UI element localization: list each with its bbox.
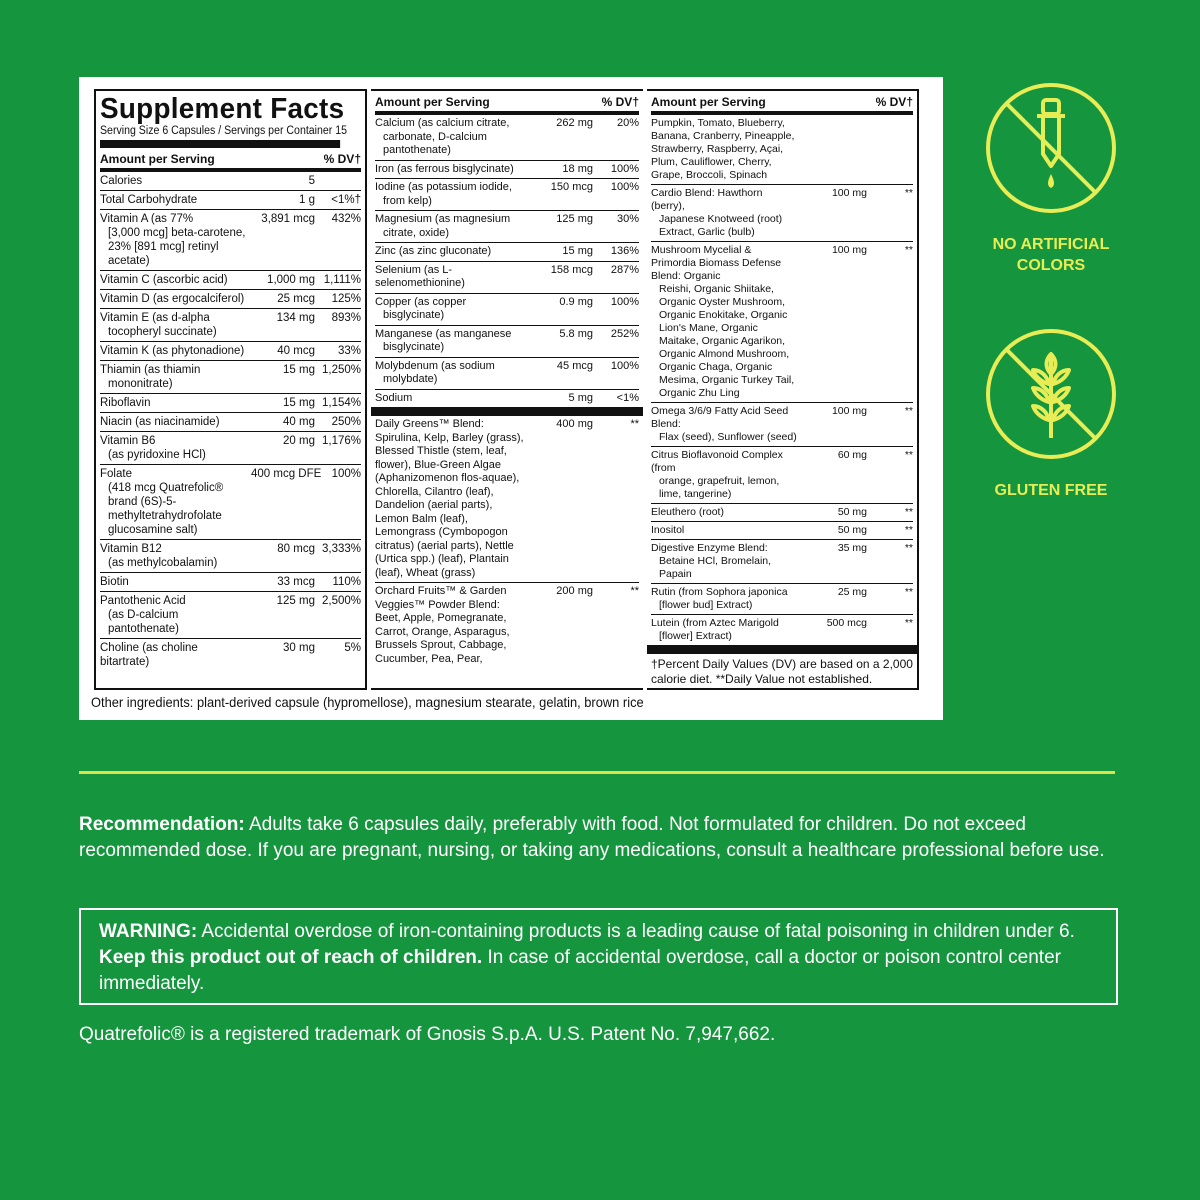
nutrient-amount: 262 mg (556, 117, 593, 129)
nutrient-label: Mushroom Mycelial & Primordia Biomass Defense Blend: Organic (651, 244, 782, 282)
nutrient-label: Vitamin B12 (100, 543, 162, 555)
nutrient-row (100, 271, 361, 290)
section-divider (647, 645, 917, 654)
nutrient-label: Vitamin B6 (100, 435, 156, 447)
nutrient-label: Calcium (as calcium citrate, (375, 117, 510, 129)
nutrient-label: Selenium (as L-selenomethionine) (375, 263, 465, 289)
recommendation-text: Adults take 6 capsules daily, preferably with food. Not formulated for children. Do not exceed recommended dose. If you are pregnant, nursing, or taking any medications, consult a healthcare professional before use. (79, 814, 1105, 861)
nutrient-name (651, 117, 803, 182)
nutrient-amount: 50 mg (837, 524, 867, 536)
nutrient-label: Copper (as copper (375, 295, 467, 308)
nutrient-dv: 33% (337, 345, 361, 357)
nutrient-row (651, 185, 913, 242)
nutrient-row (375, 326, 639, 358)
nutrient-dv: 1,176% (321, 435, 361, 447)
nutrient-detail: orange, grapefruit, lemon, lime, tangerine) (659, 475, 780, 500)
nutrient-amount: 400 mg (556, 418, 593, 430)
nutrient-label: Choline (as choline bitartrate) (100, 642, 198, 668)
header-amount: Amount per Serving (100, 152, 215, 166)
nutrient-list-2 (375, 115, 639, 407)
nutrient-row (100, 309, 361, 342)
nutrient-label: Riboflavin (100, 397, 151, 409)
facts-header (100, 148, 361, 172)
nutrient-name (100, 273, 251, 287)
supplement-facts-panel (79, 77, 943, 720)
nutrient-name (100, 311, 251, 339)
nutrient-label: Omega 3/6/9 Fatty Acid Seed Blend: (651, 405, 789, 430)
nutrient-name (100, 174, 251, 188)
no-dropper-icon (983, 80, 1119, 216)
nutrient-amount: 15 mg (283, 397, 315, 409)
nutrient-detail: carbonate, D-calcium pantothenate) (383, 130, 487, 156)
nutrient-dv (873, 117, 913, 182)
warning-text-end: In case of accidental overdose, call a doctor or poison control center immediately. (99, 947, 1061, 994)
nutrient-row (375, 294, 639, 326)
nutrient-name (100, 594, 251, 636)
nutrient-amount: 15 mg (562, 245, 593, 257)
header-dv: % DV† (323, 152, 361, 166)
nutrient-amount: 40 mg (283, 416, 315, 428)
nutrient-name (375, 245, 529, 259)
nutrient-dv: 110% (332, 576, 361, 588)
nutrient-row (100, 432, 361, 465)
nutrient-dv: ** (904, 524, 913, 536)
nutrient-detail: [flower bud] Extract) (659, 599, 753, 611)
nutrient-row (651, 504, 913, 522)
nutrient-amount: 50 mg (837, 506, 867, 518)
nutrient-label: Calories (100, 175, 143, 187)
nutrient-dv: 100% (610, 181, 639, 193)
nutrient-amount: 5.8 mg (559, 327, 593, 340)
nutrient-amount: 60 mg (837, 449, 867, 461)
nutrient-label: Inositol (651, 524, 685, 536)
nutrient-label: Total Carbohydrate (100, 194, 198, 206)
nutrient-detail: Reishi, Organic Shiitake, Organic Oyster Mushroom, Organic Enokitake, Organic Lion's Mane, Organic Maitake, Organic Agarikon, Organic Almond Mushroom, Organic Chaga, Organic Mesima, Organic Turkey Tail, Organic Zhu Ling (659, 283, 795, 399)
nutrient-name (100, 575, 251, 589)
nutrient-dv: ** (904, 617, 913, 629)
nutrient-name (651, 405, 803, 444)
nutrient-dv: 5% (344, 642, 361, 654)
nutrient-label: Niacin (as niacinamide) (100, 416, 220, 428)
other-ingredients: Other ingredients: plant-derived capsule (hypromellose), magnesium stearate, gelatin, brown rice (91, 694, 644, 710)
nutrient-label: Pantothenic Acid (100, 595, 186, 607)
nutrient-label: Rutin (from Sophora japonica (651, 586, 788, 598)
nutrient-name (100, 434, 251, 462)
divider-line (79, 771, 1115, 774)
facts-column-1 (94, 89, 367, 690)
nutrient-name (651, 187, 803, 239)
nutrient-label: Lutein (from Aztec Marigold (651, 617, 779, 629)
nutrient-amount: 25 mg (837, 586, 867, 598)
nutrient-dv: 3,333% (321, 543, 361, 555)
nutrient-list-3 (651, 115, 913, 645)
nutrient-row (375, 179, 639, 211)
nutrient-amount: 15 mg (283, 364, 315, 376)
nutrient-name (651, 244, 803, 400)
nutrient-dv: ** (904, 506, 913, 518)
nutrient-detail: bisglycinate) (383, 309, 445, 321)
nutrient-row (651, 403, 913, 447)
nutrient-amount: 3,891 mcg (261, 213, 315, 225)
nutrient-name (100, 467, 251, 537)
nutrient-detail: citrate, oxide) (383, 226, 450, 239)
nutrient-amount: 158 mcg (550, 263, 593, 276)
nutrient-row (651, 522, 913, 540)
nutrient-dv: ** (904, 542, 913, 554)
nutrient-name (375, 360, 529, 387)
header-dv: % DV† (875, 95, 913, 109)
badge-label: GLUTEN FREE (994, 482, 1108, 499)
facts-title: Supplement Facts (100, 93, 345, 125)
nutrient-row (100, 465, 361, 540)
nutrient-row (651, 615, 913, 645)
nutrient-detail: Japanese Knotweed (root) Extract, Garlic (bulb) (659, 213, 783, 238)
nutrient-row (100, 191, 361, 210)
nutrient-dv: 100% (331, 468, 361, 480)
nutrient-detail: mononitrate) (108, 378, 173, 390)
nutrient-name (375, 181, 529, 208)
nutrient-detail: (as pyridoxine HCl) (108, 449, 206, 461)
nutrient-name (100, 415, 251, 429)
section-divider (371, 407, 643, 416)
nutrient-amount (803, 117, 873, 182)
nutrient-row (651, 242, 913, 403)
facts-header (651, 91, 913, 115)
nutrient-row (100, 342, 361, 361)
nutrient-label: Citrus Bioflavonoid Complex (from (651, 449, 783, 474)
nutrient-amount: 125 mg (276, 595, 315, 607)
warning-emphasis: Keep this product out of reach of children. (99, 947, 483, 968)
nutrient-row (100, 573, 361, 592)
nutrient-name (375, 392, 529, 406)
nutrient-label: Orchard Fruits™ & Garden Veggies™ Powder Blend: Beet, Apple, Pomegranate, Carrot, Orange, Asparagus, Brussels Sprout, Cabbage, Cucumber, Pea, Pear, (375, 585, 510, 665)
nutrient-amount: 45 mcg (556, 359, 593, 372)
nutrient-name (375, 264, 529, 291)
nutrient-dv: 30% (616, 213, 639, 225)
blend-list (371, 416, 643, 668)
nutrient-dv: 287% (610, 263, 639, 276)
nutrient-label: Digestive Enzyme Blend: (651, 542, 768, 554)
nutrient-label: Zinc (as zinc gluconate) (375, 245, 492, 257)
nutrient-name (100, 212, 251, 268)
nutrient-row (100, 172, 361, 191)
badge-label: NO ARTIFICIAL COLORS (992, 236, 1110, 274)
nutrient-dv: 1,111% (323, 274, 361, 286)
nutrient-dv: 1,250% (321, 364, 361, 376)
nutrient-name (375, 418, 529, 580)
nutrient-row (100, 413, 361, 432)
nutrient-label: Vitamin D (as ergocalciferol) (100, 293, 245, 305)
nutrient-dv: 250% (331, 416, 361, 428)
nutrient-row (100, 290, 361, 309)
nutrient-amount: 1 g (299, 194, 315, 206)
nutrient-dv: 100% (610, 162, 639, 175)
badge-gluten-free (979, 326, 1123, 501)
warning-label: WARNING: (99, 921, 198, 942)
badge-no-artificial-colors (979, 80, 1123, 276)
nutrient-label: Iodine (as potassium iodide, (375, 181, 512, 193)
nutrient-row (375, 358, 639, 390)
nutrient-row (651, 540, 913, 584)
nutrient-detail: [flower] Extract) (659, 630, 732, 642)
nutrient-dv: ** (904, 405, 913, 417)
nutrient-amount: 33 mcg (277, 576, 315, 588)
nutrient-label: Folate (100, 468, 132, 480)
header-dv: % DV† (601, 95, 639, 109)
nutrient-row (100, 540, 361, 573)
nutrient-amount: 200 mg (556, 585, 593, 597)
warning-text: Accidental overdose of iron-containing products is a leading cause of fatal poisoning in children under 6. (197, 921, 1075, 942)
nutrient-name (651, 506, 803, 519)
nutrient-detail: (as D-calcium pantothenate) (108, 609, 179, 635)
nutrient-row (375, 211, 639, 243)
nutrient-label: Iron (as ferrous bisglycinate) (375, 162, 514, 175)
nutrient-dv: <1%† (331, 194, 361, 206)
nutrient-detail: molybdate) (383, 373, 438, 385)
nutrient-row (100, 592, 361, 639)
nutrient-amount: 1,000 mg (267, 274, 315, 286)
nutrient-row (375, 115, 639, 161)
nutrient-amount: 5 (308, 175, 315, 187)
nutrient-amount: 0.9 mg (559, 295, 593, 308)
nutrient-amount: 20 mg (283, 435, 315, 447)
nutrient-amount: 400 mcg DFE (251, 468, 322, 480)
nutrient-dv: ** (630, 418, 639, 430)
nutrient-dv: 252% (610, 327, 639, 340)
nutrient-row (375, 390, 639, 408)
nutrient-list-1 (100, 172, 361, 671)
nutrient-dv: ** (904, 244, 913, 256)
nutrient-dv: 20% (616, 117, 639, 129)
nutrient-name (375, 296, 529, 323)
nutrient-label: Biotin (100, 576, 129, 588)
nutrient-dv: 125% (331, 293, 361, 305)
nutrient-dv: <1% (616, 391, 639, 404)
nutrient-dv: 432% (331, 213, 361, 225)
nutrient-name (651, 586, 803, 612)
nutrient-label: Sodium (375, 391, 413, 404)
nutrient-label: Vitamin C (ascorbic acid) (100, 274, 228, 286)
facts-header (375, 91, 639, 115)
nutrient-label: Thiamin (as thiamin (100, 364, 201, 376)
recommendation (79, 812, 1129, 864)
nutrient-amount: 100 mg (831, 187, 867, 199)
nutrient-amount: 100 mg (831, 405, 867, 417)
nutrient-dv (321, 174, 361, 188)
nutrient-name (375, 328, 529, 355)
nutrient-label: Vitamin A (as 77% (100, 213, 194, 225)
nutrient-row (100, 361, 361, 394)
serving-size: Serving Size 6 Capsules / Servings per Container 15 (100, 124, 340, 148)
nutrient-label: Manganese (as manganese (375, 327, 512, 340)
nutrient-label: Vitamin E (as d-alpha (100, 312, 210, 324)
nutrient-row (100, 639, 361, 671)
dv-footnote: †Percent Daily Values (DV) are based on a 2,000 calorie diet. **Daily Value not established. (651, 657, 913, 686)
nutrient-row (375, 243, 639, 262)
nutrient-name (651, 449, 803, 501)
nutrient-row (100, 394, 361, 413)
trademark-notice: Quatrefolic® is a registered trademark of Gnosis S.p.A. U.S. Patent No. 7,947,662. (79, 1024, 776, 1045)
nutrient-amount: 5 mg (568, 391, 593, 404)
nutrient-label: Cardio Blend: Hawthorn (berry), (651, 187, 763, 212)
nutrient-detail: Flax (seed), Sunflower (seed) (659, 431, 797, 443)
nutrient-name (375, 585, 529, 666)
nutrient-name (100, 363, 251, 391)
nutrient-dv: 2,500% (321, 595, 361, 607)
nutrient-name (375, 163, 529, 177)
nutrient-amount: 35 mg (837, 542, 867, 554)
nutrient-name (100, 542, 251, 570)
nutrient-row (651, 584, 913, 615)
nutrient-detail: bisglycinate) (383, 341, 445, 353)
nutrient-label: Magnesium (as magnesium (375, 213, 511, 225)
nutrient-dv: ** (904, 449, 913, 461)
nutrient-dv: ** (630, 585, 639, 597)
nutrient-amount: 18 mg (562, 162, 593, 175)
nutrient-name (100, 193, 251, 207)
nutrient-dv: ** (904, 586, 913, 598)
nutrient-dv: 100% (610, 295, 639, 308)
nutrient-detail: [3,000 mcg] beta-carotene, 23% [891 mcg] retinyl acetate) (108, 227, 246, 267)
nutrient-row (375, 262, 639, 294)
nutrient-dv: 100% (610, 359, 639, 372)
nutrient-amount: 500 mcg (826, 617, 867, 629)
nutrient-detail: Betaine HCl, Bromelain, Papain (659, 555, 772, 580)
nutrient-label: Pumpkin, Tomato, Blueberry, Banana, Cranberry, Pineapple, Strawberry, Raspberry, Açai, Plum, Cauliflower, Cherry, Grape, Broccoli, Spinach (651, 117, 795, 181)
nutrient-amount: 134 mg (276, 312, 315, 324)
nutrient-label: Vitamin K (as phytonadione) (100, 345, 245, 357)
nutrient-label: Eleuthero (root) (651, 506, 724, 518)
nutrient-amount: 25 mcg (277, 293, 315, 305)
nutrient-label: Molybdenum (as sodium (375, 359, 495, 372)
nutrient-name (100, 396, 251, 410)
nutrient-name (375, 213, 529, 240)
nutrient-name (651, 524, 803, 537)
nutrient-dv: 136% (610, 245, 639, 257)
nutrient-row (375, 416, 639, 583)
recommendation-label: Recommendation: (79, 814, 245, 835)
nutrient-dv: 893% (331, 312, 361, 324)
nutrient-row (100, 210, 361, 271)
nutrient-name (651, 617, 803, 643)
nutrient-amount: 100 mg (831, 244, 867, 256)
nutrient-row (651, 115, 913, 185)
header-amount: Amount per Serving (375, 95, 490, 109)
nutrient-detail: tocopheryl succinate) (108, 326, 217, 338)
header-amount: Amount per Serving (651, 95, 766, 109)
nutrient-dv: ** (904, 187, 913, 199)
nutrient-detail: from kelp) (383, 194, 432, 207)
facts-column-3 (647, 89, 919, 690)
nutrient-amount: 125 mg (556, 213, 593, 225)
nutrient-row (375, 161, 639, 180)
nutrient-detail: (as methylcobalamin) (108, 557, 218, 569)
nutrient-name (100, 292, 251, 306)
nutrient-detail: (418 mcg Quatrefolic® brand (6S)-5-methyltetrahydrofolate glucosamine salt) (108, 482, 224, 536)
nutrient-row (651, 447, 913, 504)
nutrient-amount: 80 mcg (277, 543, 315, 555)
nutrient-amount: 150 mcg (550, 181, 593, 193)
nutrient-name (651, 542, 803, 581)
nutrient-name (375, 117, 529, 158)
facts-column-2 (371, 89, 643, 690)
warning-box (79, 908, 1118, 1005)
nutrient-label: Daily Greens™ Blend: Spirulina, Kelp, Barley (grass), Blessed Thistle (stem, leaf, flower), Blue-Green Algae (Aphanizomenon flos-aquae), Chlorella, Cilantro (leaf), Dandelion (aerial parts), Lemon Balm (leaf), Lemongrass (Cymbopogon citratus) (aerial parts), Nettle (Urtica spp.) (leaf), Plantain (leaf), Wheat (grass) (375, 418, 524, 579)
nutrient-name (100, 344, 251, 358)
nutrient-name (100, 641, 251, 669)
no-wheat-icon (983, 326, 1119, 462)
nutrient-amount: 30 mg (283, 642, 315, 654)
nutrient-row (375, 583, 639, 668)
nutrient-amount: 40 mcg (277, 345, 315, 357)
nutrient-dv: 1,154% (321, 397, 361, 409)
